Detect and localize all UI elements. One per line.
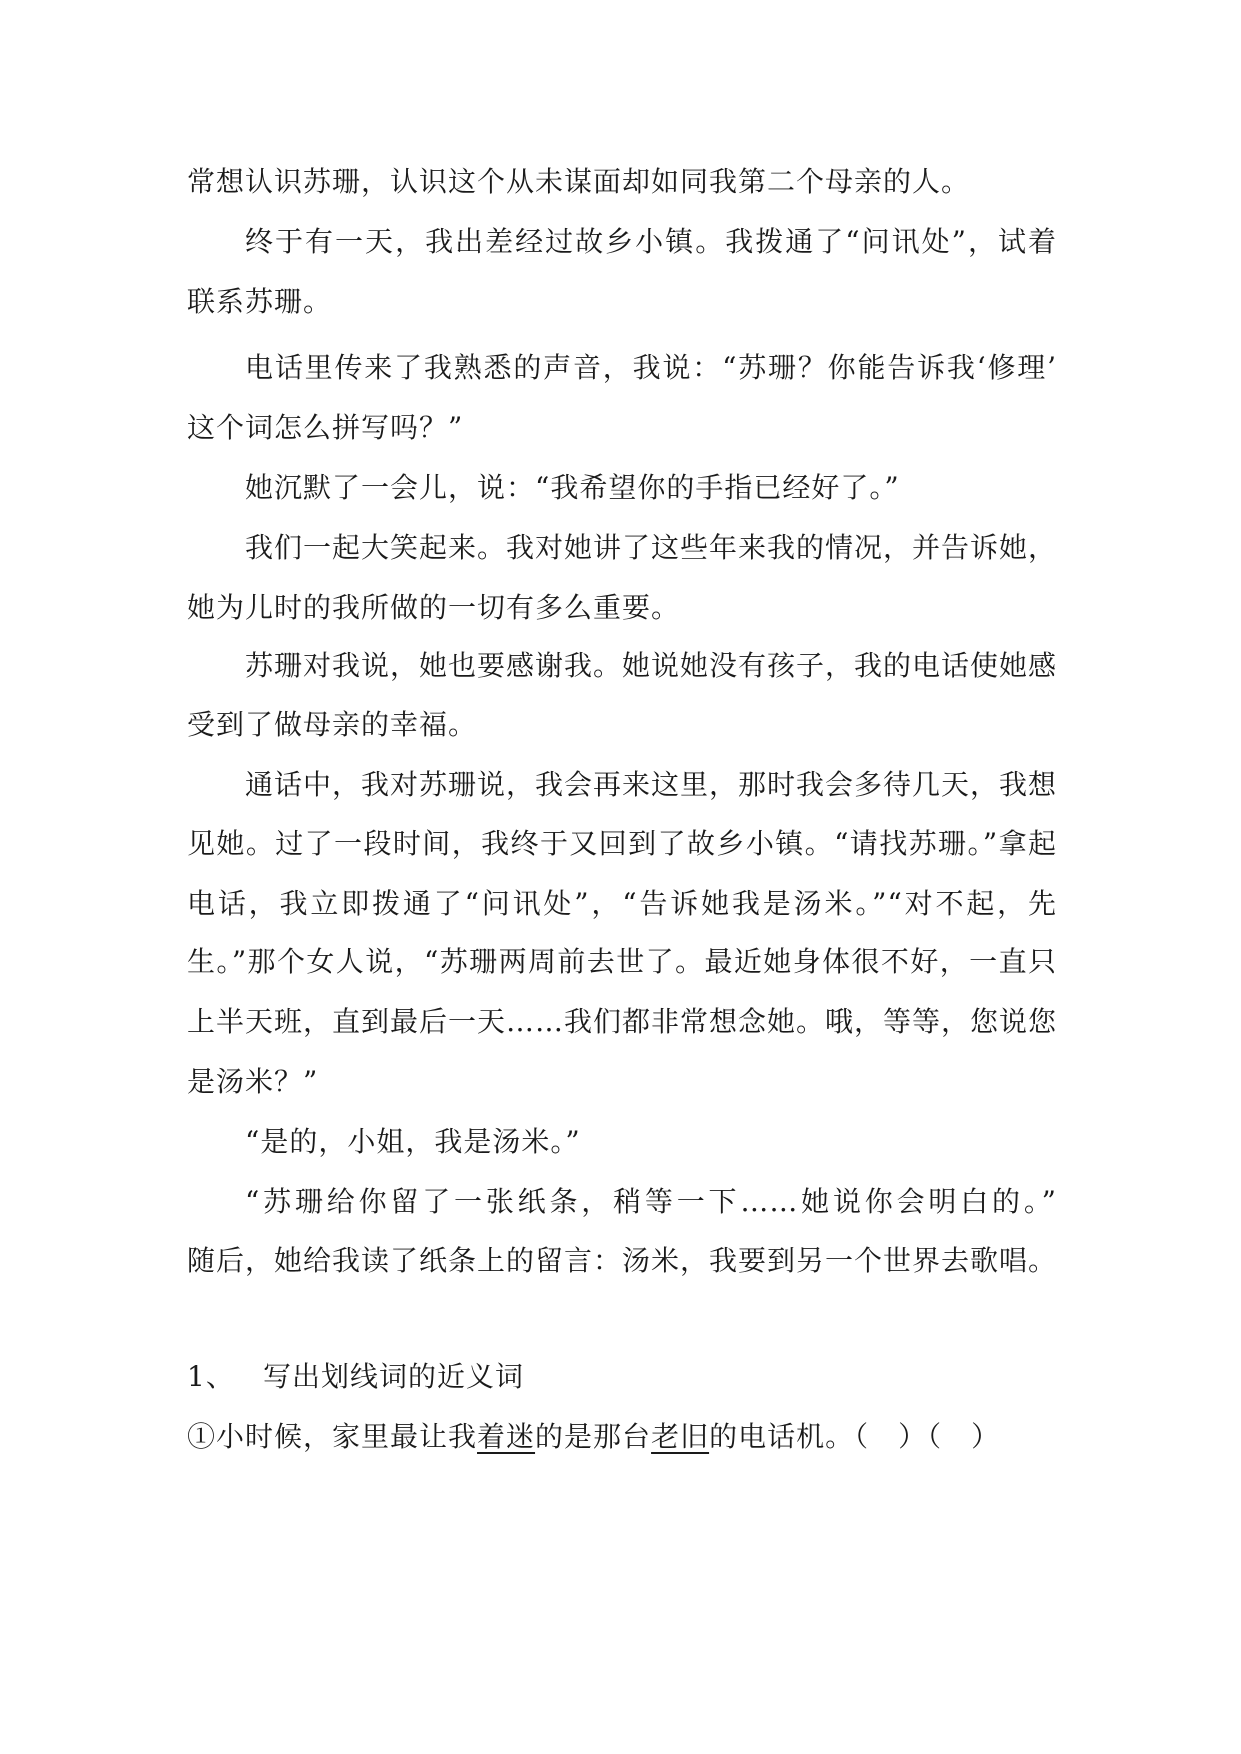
text-line: 常想认识苏珊，认识这个从未谋面却如同我第二个母亲的人。: [187, 165, 971, 198]
item-text: 的是那台: [535, 1420, 652, 1453]
text-line: 见她。过了一段时间，我终于又回到了故乡小镇。“请找苏珊。”拿起: [187, 827, 1057, 860]
text-line: 是汤米？”: [187, 1065, 319, 1098]
text-line: 她沉默了一会儿，说：“我希望你的手指已经好了。”: [245, 471, 900, 504]
text-line: 苏珊对我说，她也要感谢我。她说她没有孩子，我的电话使她感: [245, 649, 1058, 682]
text-line: 终于有一天，我出差经过故乡小镇。我拨通了“问讯处”，试着: [245, 225, 1057, 258]
text-line: 生。”那个女人说，“苏珊两周前去世了。最近她身体很不好，一直只: [187, 945, 1057, 978]
text-line: “苏珊给你留了一张纸条，稍等一下……她说你会明白的。”: [245, 1185, 1057, 1218]
item-text: 小时候，家里最让我: [216, 1420, 478, 1453]
underlined-word: 老旧: [651, 1420, 710, 1453]
text-line: 她为儿时的我所做的一切有多么重要。: [187, 591, 681, 624]
text-line: 随后，她给我读了纸条上的留言：汤米，我要到另一个世界去歌唱。: [187, 1244, 1058, 1277]
text-line: 受到了做母亲的幸福。: [187, 708, 478, 741]
question-title: 写出划线词的近义词: [263, 1360, 525, 1393]
text-line: 电话里传来了我熟悉的声音，我说：“苏珊？你能告诉我‘修理’: [245, 351, 1057, 384]
item-marker: ①: [187, 1420, 217, 1453]
text-line: 联系苏珊。: [187, 285, 333, 318]
underlined-word: 着迷: [477, 1420, 536, 1453]
text-line: “是的，小姐，我是汤米。”: [245, 1125, 581, 1158]
text-line: 这个词怎么拼写吗？”: [187, 411, 464, 444]
question-number: 1、: [187, 1360, 235, 1393]
text-line: 电话，我立即拨通了“问讯处”，“告诉她我是汤米。”“对不起，先: [187, 887, 1057, 920]
text-line: 上半天班，直到最后一天……我们都非常想念她。哦，等等，您说您: [187, 1005, 1058, 1038]
question-heading: [187, 1345, 1057, 1409]
item-text-with-blanks: 的电话机。（ ）（ ）: [709, 1420, 1001, 1453]
text-line: 我们一起大笑起来。我对她讲了这些年来我的情况，并告诉她，: [245, 531, 1058, 564]
question-item: [187, 1405, 1057, 1469]
text-line: 通话中，我对苏珊说，我会再来这里，那时我会多待几天，我想: [245, 768, 1058, 801]
